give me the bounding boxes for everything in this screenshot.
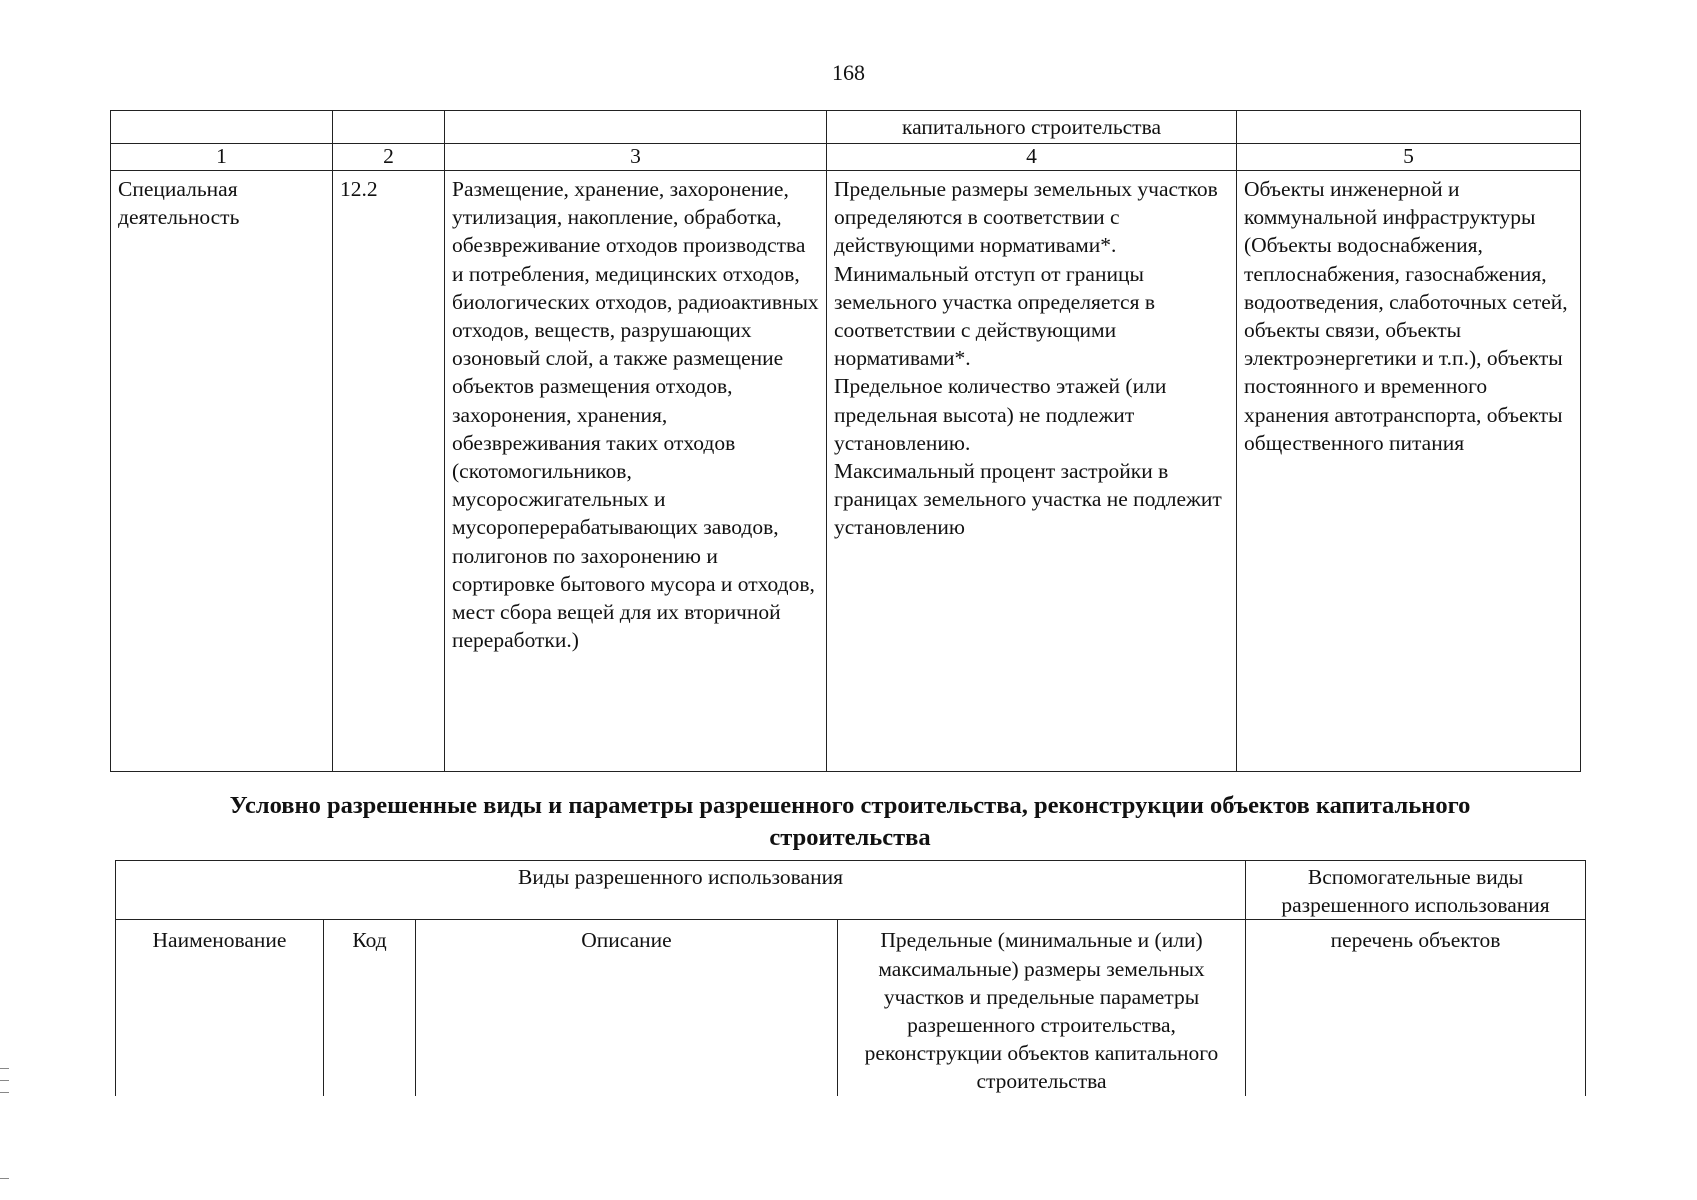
scan-edge-mark xyxy=(0,1092,9,1093)
scan-edge-mark xyxy=(0,1080,9,1081)
permitted-uses-group-header: Виды разрешенного использования xyxy=(116,861,1246,920)
parameter-text: Минимальный отступ от границы земельного участка определяется в соответствии с действующими нормативами*. xyxy=(834,261,1155,371)
header-cell-empty xyxy=(1237,111,1581,144)
auxiliary-uses-header: Вспомогательные виды разрешенного использования xyxy=(1246,861,1586,920)
header-cell-continuation: капитального строительства xyxy=(827,111,1237,144)
header-cell-empty xyxy=(445,111,827,144)
auxiliary-uses-cell: Объекты инженерной и коммунальной инфраструктуры (Объекты водоснабжения, теплоснабжения, газоснабжения, водоотведения, слаботочных сетей, объекты связи, объекты электроэнергетики и т.п.), объекты постоянного и временного хранения автотранспорта, объекты общественного питания xyxy=(1237,171,1581,772)
header-cell-empty xyxy=(111,111,333,144)
table-row xyxy=(111,171,1581,772)
table-header-row xyxy=(116,861,1586,920)
column-header-code: Код xyxy=(324,920,416,1097)
column-number: 1 xyxy=(111,144,333,171)
use-name-cell: Специальная деятельность xyxy=(111,171,333,772)
column-numbers-row xyxy=(111,144,1581,171)
parameter-text: Максимальный процент застройки в границах земельного участка не подлежит установлению xyxy=(834,459,1222,540)
scan-edge-mark xyxy=(0,1178,9,1179)
column-header-name: Наименование xyxy=(116,920,324,1097)
use-description-cell: Размещение, хранение, захоронение, утилизация, накопление, обработка, обезвреживание отходов производства и потребления, медицинских отходов, биологических отходов, радиоактивных отходов, веществ, разрушающих озоновый слой, а также размещение объектов размещения отходов, захоронения, хранения, обезвреживания таких отходов (скотомогильников, мусоросжигательных и мусороперерабатывающих заводов, полигонов по захоронению и сортировке бытового мусора и отходов, мест сбора вещей для их вторичной переработки.) xyxy=(445,171,827,772)
column-number: 2 xyxy=(333,144,445,171)
column-header-parameters: Предельные (минимальные и (или) максимальные) размеры земельных участков и предельные параметры разрешенного строительства, реконструкции объектов капитального строительства xyxy=(838,920,1246,1097)
column-header-description: Описание xyxy=(416,920,838,1097)
page-number: 168 xyxy=(832,60,865,85)
table-header-continuation-row xyxy=(111,111,1581,144)
use-parameters-cell xyxy=(827,171,1237,772)
conditional-uses-table xyxy=(115,860,1586,1096)
section-title: Условно разрешенные виды и параметры разрешенного строительства, реконструкции объектов капитального строительства xyxy=(229,792,1471,851)
parameter-text: Предельное количество этажей (или предельная высота) не подлежит установлению. xyxy=(834,374,1167,455)
use-code-cell: 12.2 xyxy=(333,171,445,772)
column-number: 5 xyxy=(1237,144,1581,171)
permitted-uses-table-continued xyxy=(110,110,1581,772)
table-subheader-row xyxy=(116,920,1586,1097)
scan-edge-mark xyxy=(0,1068,9,1069)
header-cell-empty xyxy=(333,111,445,144)
parameter-text: Предельные размеры земельных участков определяются в соответствии с действующими нормативами*. xyxy=(834,177,1218,258)
column-number: 4 xyxy=(827,144,1237,171)
column-header-objects: перечень объектов xyxy=(1246,920,1586,1097)
column-number: 3 xyxy=(445,144,827,171)
